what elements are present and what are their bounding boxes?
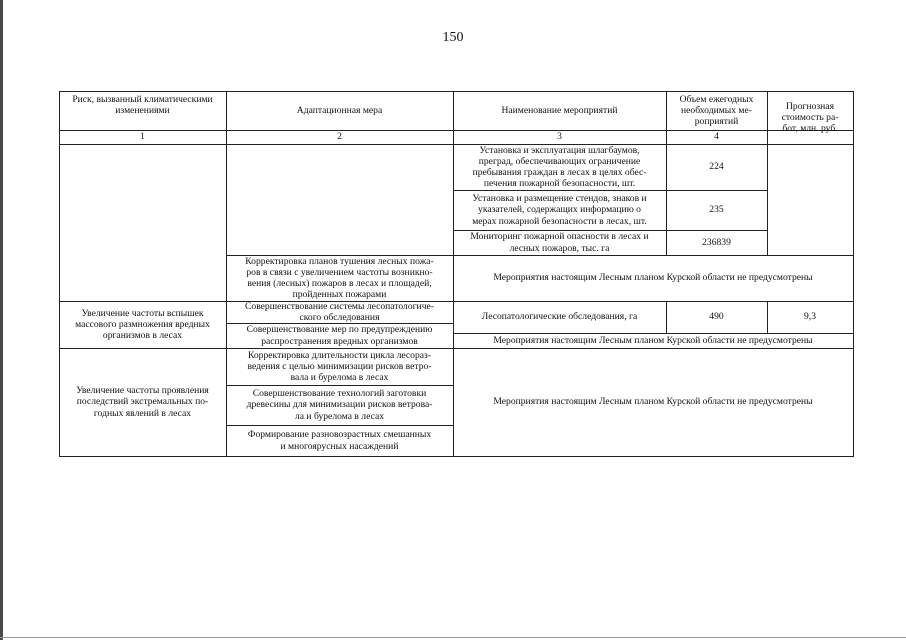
pest-spread-note: Мероприятия настоящим Лесным планом Курской области не предусмотрены: [493, 334, 813, 346]
monitoring-activity: Мониторинг пожарной опасности в лесах и лесных пожаров, тыс. га: [470, 231, 649, 254]
column-number-2: 2: [337, 131, 342, 143]
extreme-weather-risk: Увеличение частоты проявления последствий экстремальных по- годных явлений в лесах: [76, 385, 209, 419]
harvest-tech-measure: Совершенствование технологий заготовки древесины для минимизации рисков ветрова- ла и бурелома в лесах: [246, 388, 433, 422]
monitoring-volume: 236839: [702, 236, 731, 248]
forest-pathology-activity: Лесопатологические обследования, га: [481, 311, 638, 323]
forest-pathology-cost: 9,3: [804, 311, 816, 323]
fire-plans-measure: Корректировка планов тушения лесных пожа- ров в связи с увеличением частоты возникно- вения (лесных) пожаров в лесах и площадей, пройденных пожарами: [245, 255, 434, 301]
pests-risk: Увеличение частоты вспышек массового размножения вредных организмов в лесах: [75, 307, 210, 342]
forest-pathology-volume: 490: [709, 311, 724, 323]
header-measure: Адаптационная мера: [296, 104, 383, 116]
barrier-volume: 224: [709, 161, 724, 173]
column-number-4: 4: [714, 131, 719, 143]
column-number-1: 1: [140, 131, 145, 143]
header-activity-name: Наименование мероприятий: [501, 104, 618, 116]
header-cost: Прогнозная стоимость ра- бот, млн. руб.: [781, 100, 839, 135]
scan-edge: [0, 0, 3, 640]
header-annual-volume: Объем ежегодных необходимых ме- роприятий: [679, 93, 754, 128]
header-risk: Риск, вызванный климатическими изменениями: [72, 94, 213, 117]
scan-bottom-edge: [0, 637, 906, 638]
extreme-weather-note: Мероприятия настоящим Лесным планом Курской области не предусмотрены: [493, 396, 813, 408]
stands-activity: Установка и размещение стендов, знаков и указателей, содержащих информацию о мерах пожарной безопасности в лесах, шт.: [472, 193, 647, 227]
barrier-activity: Установка и эксплуатация шлагбаумов, преград, обеспечивающих ограничение пребывания граждан в лесах в целях обес- печения пожарной безопасности, шт.: [472, 144, 647, 190]
fire-plans-note: Мероприятия настоящим Лесным планом Курской области не предусмотрены: [493, 272, 813, 284]
column-number-3: 3: [557, 131, 562, 143]
forest-pathology-measure: Совершенствование системы лесопатологиче- ского обследования: [245, 301, 434, 323]
stands-volume: 235: [709, 204, 724, 216]
mixed-stands-measure: Формирование разновозрастных смешанных и многоярусных насаждений: [247, 429, 432, 452]
pest-spread-measure: Совершенствование мер по предупреждению распространения вредных организмов: [246, 324, 433, 347]
felling-cycle-measure: Корректировка длительности цикла лесораз- ведения с целью минимизации рисков ветро- вала и бурелома в лесах: [247, 349, 432, 384]
page-number: 150: [442, 30, 464, 45]
